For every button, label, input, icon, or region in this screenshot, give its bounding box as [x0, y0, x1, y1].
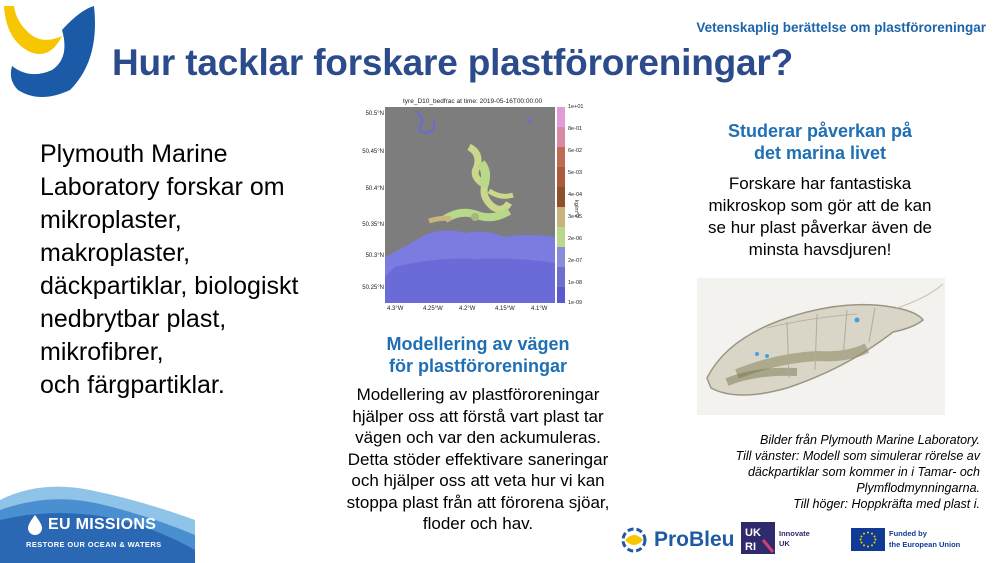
heading-line: det marina livet: [753, 143, 887, 163]
modelling-heading: [358, 333, 598, 377]
text-line: minsta havsdjuren!: [748, 240, 892, 259]
ukri-line: Innovate: [779, 529, 810, 538]
y-tick: 50.3°N: [365, 253, 384, 259]
caption-line: Plymflodmynningarna.: [856, 481, 980, 495]
colorbar-tick: 6e-02: [568, 148, 583, 154]
x-tick: 4.25°W: [423, 306, 443, 312]
heading-line: för plastföroreningar: [388, 356, 567, 376]
colorbar-tick: 8e-01: [568, 126, 583, 132]
x-tick: 4.15°W: [495, 306, 515, 312]
colorbar: [557, 107, 565, 303]
eu-missions-label: EU MISSIONS: [48, 516, 157, 533]
copepod-microscope-photo: [697, 278, 945, 415]
eu-flag-icon: [851, 528, 885, 551]
text-line: se hur plast påverkar även de: [708, 218, 932, 237]
y-tick: 50.45°N: [362, 149, 384, 155]
text-line: och hjälper oss att veta hur vi kan: [351, 471, 605, 490]
marine-life-heading: [680, 120, 960, 164]
colorbar-tick: 2e-06: [568, 236, 583, 242]
text-line: Modellering av plastföroreningar: [356, 385, 600, 404]
left-line: Plymouth Marine: [40, 140, 228, 168]
marine-life-text: [680, 173, 960, 261]
text-line: floder och hav.: [422, 514, 534, 533]
svg-text:UK: UK: [745, 527, 761, 539]
innovate-uk-label: [779, 529, 810, 549]
header-tag: Vetenskaplig berättelse om plastföroreningar: [696, 20, 986, 35]
colorbar-tick: 5e-03: [568, 170, 583, 176]
text-line: vägen och var den ackumuleras.: [355, 428, 601, 447]
x-tick: 4.3°W: [387, 306, 404, 312]
colorbar-tick: 1e+01: [568, 104, 584, 110]
left-line: och färgpartiklar.: [40, 371, 225, 399]
caption-line: Bilder från Plymouth Marine Laboratory.: [759, 433, 980, 447]
colorbar-tick: 1e-08: [568, 280, 583, 286]
probleu-logo-icon: [619, 526, 649, 554]
heading-line: Studerar påverkan på: [727, 121, 913, 141]
eu-funded-line: the European Union: [889, 540, 961, 549]
colorbar-tick: 3e-05: [568, 214, 583, 220]
text-line: hjälper oss att förstå vart plast tar: [352, 406, 604, 426]
left-line: nedbrytbar plast,: [40, 305, 227, 333]
left-line: mikroplaster,: [40, 206, 182, 234]
heading-line: Modellering av vägen: [386, 334, 570, 354]
x-tick: 4.2°W: [459, 306, 476, 312]
ukri-line: UK: [779, 539, 790, 548]
page-title: Hur tacklar forskare plastföroreningar?: [112, 42, 794, 83]
colorbar-unit: kg/m^2: [573, 200, 579, 218]
caption-line: däckpartiklar som kommer in i Tamar- och: [747, 465, 980, 479]
ukri-logo-icon: [741, 522, 775, 554]
probleu-label: ProBleu: [654, 528, 735, 551]
probleu-wave-logo-icon: [0, 0, 100, 100]
caption-line: Till vänster: Modell som simulerar rörelse av: [735, 449, 980, 463]
left-line: mikrofibrer,: [40, 338, 164, 366]
map-title: tyre_D10_bedfrac at time: 2019-05-16T00:00:00: [403, 98, 543, 105]
left-line: makroplaster,: [40, 239, 191, 267]
copepod-image-icon: [697, 278, 945, 415]
y-tick: 50.35°N: [362, 222, 384, 228]
caption-line: Till höger: Hoppkräfta med plast i.: [793, 497, 980, 511]
colorbar-tick: 4e-04: [568, 192, 583, 198]
estuary-map-icon: [385, 107, 555, 303]
image-caption: [690, 432, 980, 512]
svg-text:RI: RI: [745, 541, 756, 553]
model-map-figure: [355, 96, 600, 324]
left-line: däckpartiklar, biologiskt: [40, 272, 299, 300]
eu-missions-sublabel: RESTORE OUR OCEAN & WATERS: [26, 540, 162, 549]
modelling-text: [318, 384, 638, 535]
eu-funded-label: [889, 528, 960, 550]
colorbar-tick: 1e-09: [568, 300, 583, 306]
text-line: stoppa plast från att förorena sjöar,: [346, 492, 610, 512]
y-tick: 50.5°N: [365, 111, 384, 117]
text-line: Detta stöder effektivare saneringar: [347, 449, 609, 469]
eu-missions-drop-icon: [26, 514, 44, 536]
left-column-text: [40, 138, 340, 402]
text-line: mikroskop som gör att de kan: [708, 196, 932, 215]
x-tick: 4.1°W: [531, 306, 548, 312]
left-line: Laboratory forskar om: [40, 173, 285, 201]
colorbar-tick: 2e-07: [568, 258, 583, 264]
map-plot-area: [385, 107, 555, 303]
eu-funded-line: Funded by: [889, 529, 927, 538]
text-line: Forskare har fantastiska: [728, 174, 912, 193]
y-tick: 50.4°N: [365, 186, 384, 192]
y-tick: 50.25°N: [362, 285, 384, 291]
